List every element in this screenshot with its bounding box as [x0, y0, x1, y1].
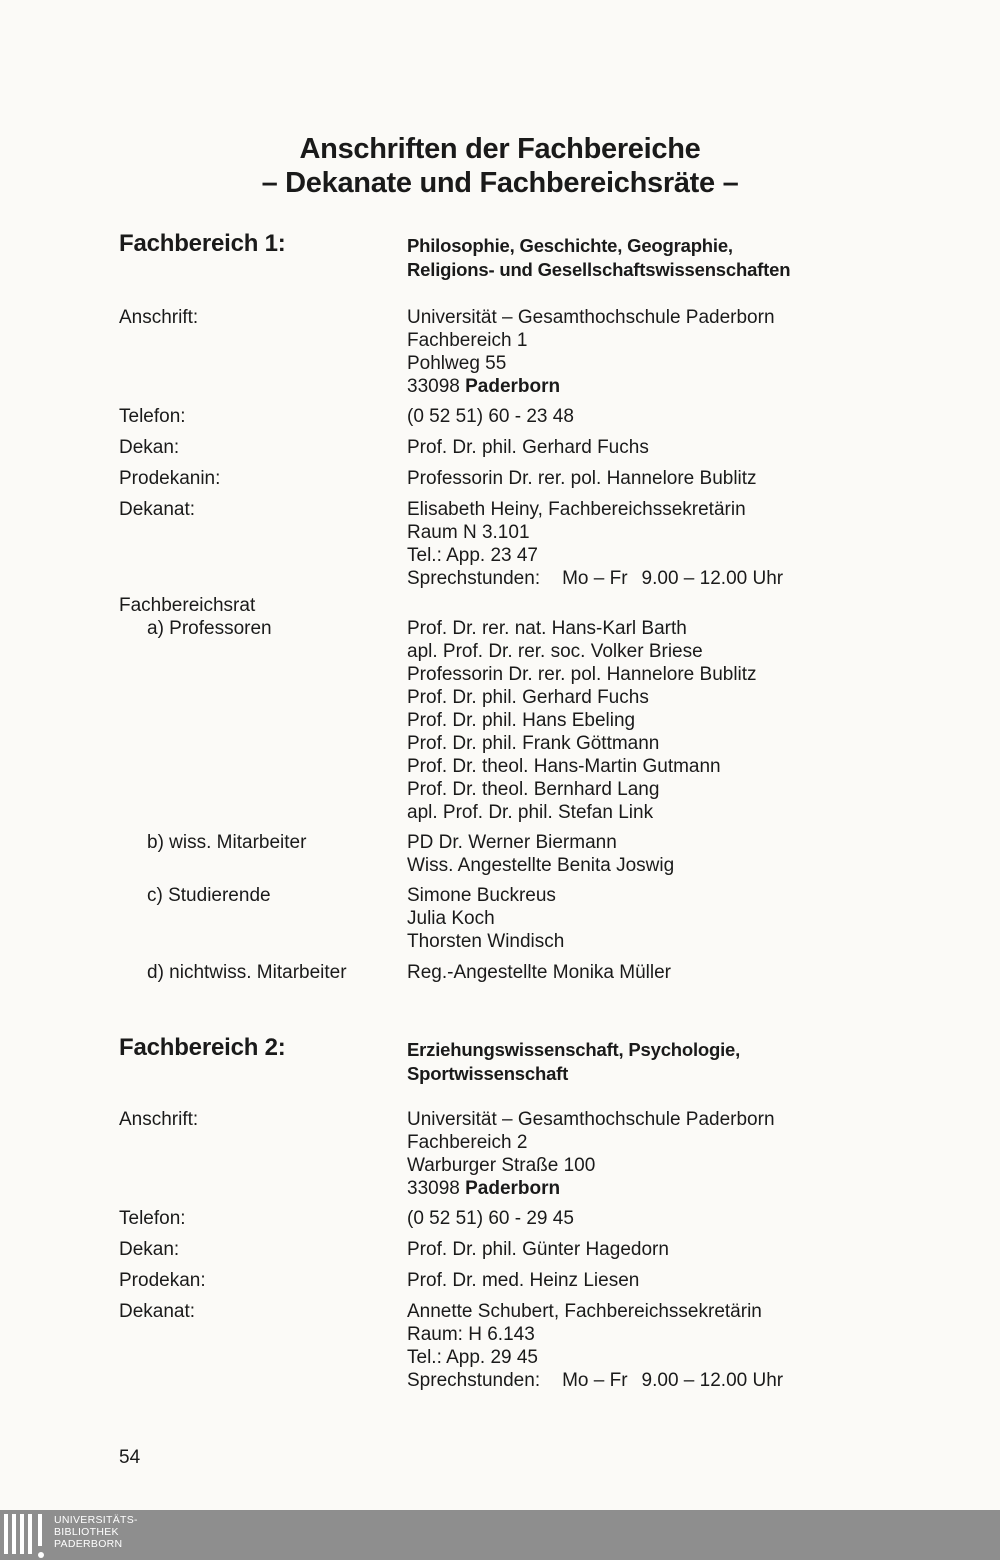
- page-title: [0, 132, 1000, 200]
- office-hours-label: Sprechstunden:: [407, 568, 541, 589]
- students-list: [407, 884, 919, 953]
- vice-dean-row: [119, 467, 919, 490]
- section-heading: Fachbereich 2:: [119, 1034, 286, 1061]
- section-header: [119, 230, 919, 306]
- list-item: Prof. Dr. phil. Frank Göttmann: [407, 733, 660, 754]
- section-heading: Fachbereich 1:: [119, 230, 286, 257]
- section-fachbereich-2: [119, 1034, 919, 1392]
- address-line: Universität – Gesamthochschule Paderborn: [407, 307, 775, 328]
- field-label: Dekan:: [119, 1239, 180, 1260]
- list-item: Simone Buckreus: [407, 885, 556, 906]
- list-item: Prof. Dr. theol. Bernhard Lang: [407, 779, 660, 800]
- vice-dean-value: Professorin Dr. rer. pol. Hannelore Bublitz: [407, 468, 757, 489]
- council-label: Fachbereichsrat: [119, 595, 256, 616]
- phone-row: [119, 405, 919, 428]
- council-nonacademic-row: [119, 961, 919, 984]
- phone-row: [119, 1207, 919, 1230]
- address-value: [407, 306, 919, 398]
- deanery-line: Tel.: App. 23 47: [407, 545, 538, 566]
- city-name: Paderborn: [465, 1178, 561, 1199]
- deanery-line: Raum N 3.101: [407, 522, 530, 543]
- address-city-line: [407, 375, 919, 398]
- list-item: Reg.-Angestellte Monika Müller: [407, 962, 672, 983]
- list-item: Julia Koch: [407, 908, 495, 929]
- subject-line: Religions- und Gesellschaftswissenschaften: [407, 259, 791, 280]
- address-line: Fachbereich 1: [407, 330, 528, 351]
- office-hours-time: 9.00 – 12.00 Uhr: [641, 568, 784, 589]
- city-name: Paderborn: [465, 376, 561, 397]
- library-name-line: BIBLIOTHEK: [54, 1526, 119, 1538]
- subject-line: Philosophie, Geschichte, Geographie,: [407, 235, 733, 256]
- address-value: [407, 1108, 919, 1200]
- field-label: Dekanat:: [119, 499, 196, 520]
- phone-value: (0 52 51) 60 - 23 48: [407, 406, 574, 427]
- field-label: Telefon:: [119, 1208, 186, 1229]
- field-label: Dekan:: [119, 437, 180, 458]
- address-city-line: [407, 1177, 919, 1200]
- field-label: c) Studierende: [147, 885, 271, 906]
- list-item: Prof. Dr. rer. nat. Hans-Karl Barth: [407, 618, 687, 639]
- vice-dean-value: Prof. Dr. med. Heinz Liesen: [407, 1270, 640, 1291]
- deanery-row: [119, 1300, 919, 1392]
- section-fachbereich-1: [119, 230, 919, 984]
- field-label: Anschrift:: [119, 307, 199, 328]
- list-item: Prof. Dr. theol. Hans-Martin Gutmann: [407, 756, 721, 777]
- page-number: 54: [119, 1447, 141, 1468]
- list-item: Thorsten Windisch: [407, 931, 565, 952]
- field-label: Telefon:: [119, 406, 186, 427]
- nonacademic-list: [407, 961, 919, 984]
- library-name-line: UNIVERSITÄTS-: [54, 1514, 138, 1526]
- council-row: [119, 594, 919, 617]
- office-hours-days: Mo – Fr: [562, 568, 628, 589]
- section-header: [119, 1034, 919, 1108]
- list-item: Prof. Dr. phil. Hans Ebeling: [407, 710, 636, 731]
- deanery-line: Annette Schubert, Fachbereichssekretärin: [407, 1301, 762, 1322]
- field-label: b) wiss. Mitarbeiter: [147, 832, 307, 853]
- address-line: Warburger Straße 100: [407, 1155, 596, 1176]
- office-hours-label: Sprechstunden:: [407, 1370, 541, 1391]
- subject-line: Sportwissenschaft: [407, 1063, 569, 1084]
- field-label: Prodekanin:: [119, 468, 221, 489]
- address-line: Pohlweg 55: [407, 353, 507, 374]
- library-logo-icon: [4, 1514, 48, 1556]
- deanery-value: [407, 498, 919, 590]
- list-item: Wiss. Angestellte Benita Joswig: [407, 855, 675, 876]
- council-students-row: [119, 884, 919, 953]
- postal-code: 33098: [407, 1178, 460, 1199]
- list-item: Professorin Dr. rer. pol. Hannelore Bublitz: [407, 664, 757, 685]
- deanery-line: Tel.: App. 29 45: [407, 1347, 538, 1368]
- title-line-2: – Dekanate und Fachbereichsräte –: [261, 167, 739, 199]
- staff-list: [407, 831, 919, 877]
- field-label: a) Professoren: [147, 618, 272, 639]
- address-line: Fachbereich 2: [407, 1132, 528, 1153]
- dean-row: [119, 1238, 919, 1261]
- office-hours-line: [407, 567, 919, 590]
- postal-code: 33098: [407, 376, 460, 397]
- field-label: Prodekan:: [119, 1270, 206, 1291]
- office-hours-days: Mo – Fr: [562, 1370, 628, 1391]
- list-item: apl. Prof. Dr. phil. Stefan Link: [407, 802, 654, 823]
- dean-value: Prof. Dr. phil. Günter Hagedorn: [407, 1239, 669, 1260]
- section-subject: [407, 234, 790, 282]
- address-line: Universität – Gesamthochschule Paderborn: [407, 1109, 775, 1130]
- deanery-line: Raum: H 6.143: [407, 1324, 535, 1345]
- list-item: PD Dr. Werner Biermann: [407, 832, 617, 853]
- vice-dean-row: [119, 1269, 919, 1292]
- library-name: [54, 1514, 138, 1550]
- subject-line: Erziehungswissenschaft, Psychologie,: [407, 1039, 741, 1060]
- council-professors-row: [119, 617, 919, 824]
- council-staff-row: [119, 831, 919, 877]
- phone-value: (0 52 51) 60 - 29 45: [407, 1208, 574, 1229]
- address-row: [119, 306, 919, 398]
- address-row: [119, 1108, 919, 1200]
- title-line-1: Anschriften der Fachbereiche: [299, 133, 701, 165]
- field-label: Dekanat:: [119, 1301, 196, 1322]
- deanery-line: Elisabeth Heiny, Fachbereichssekretärin: [407, 499, 746, 520]
- deanery-row: [119, 498, 919, 590]
- field-label: Anschrift:: [119, 1109, 199, 1130]
- office-hours-line: [407, 1369, 919, 1392]
- dean-value: Prof. Dr. phil. Gerhard Fuchs: [407, 437, 649, 458]
- office-hours-time: 9.00 – 12.00 Uhr: [641, 1370, 784, 1391]
- professors-list: [407, 617, 919, 824]
- section-subject: [407, 1038, 740, 1086]
- dean-row: [119, 436, 919, 459]
- deanery-value: [407, 1300, 919, 1392]
- list-item: Prof. Dr. phil. Gerhard Fuchs: [407, 687, 649, 708]
- library-footer-banner: [0, 1510, 1000, 1560]
- field-label: d) nichtwiss. Mitarbeiter: [147, 962, 347, 983]
- library-name-line: PADERBORN: [54, 1538, 123, 1550]
- list-item: apl. Prof. Dr. rer. soc. Volker Briese: [407, 641, 703, 662]
